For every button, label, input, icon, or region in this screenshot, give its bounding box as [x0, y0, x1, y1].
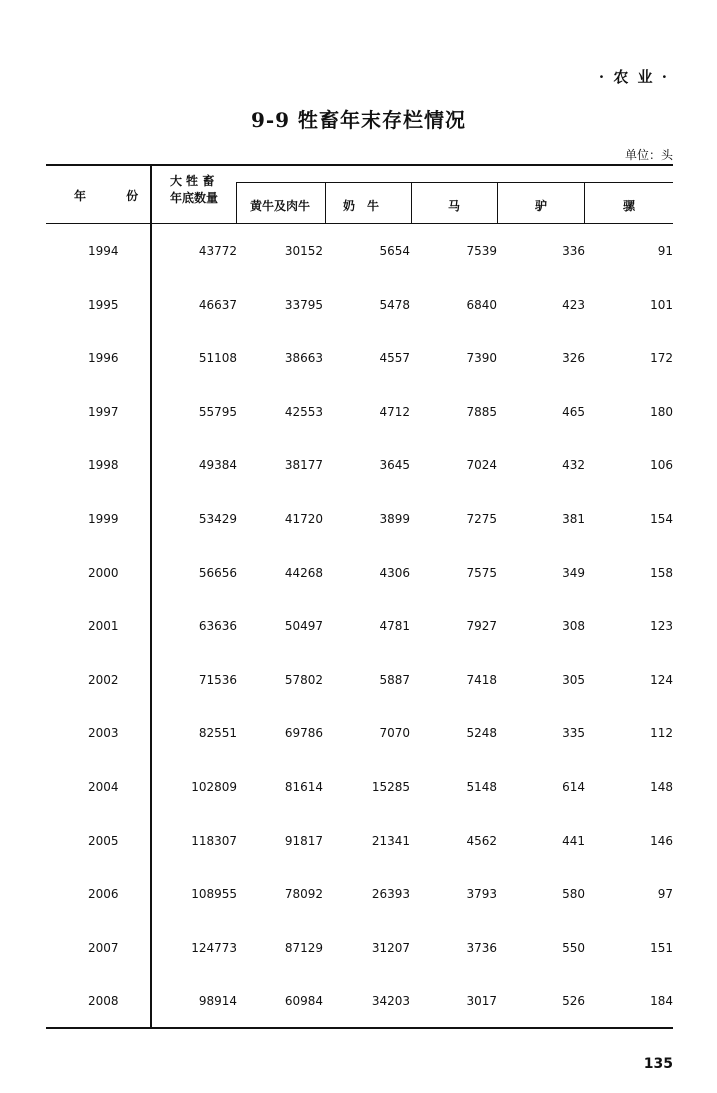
cell-mule: 154 [650, 512, 673, 526]
cell-total: 49384 [198, 458, 237, 473]
cell-beef: 33795 [284, 297, 323, 312]
cell-year: 2007 [88, 940, 119, 955]
table-row [0, 351, 717, 371]
cell-mule: 172 [650, 351, 673, 366]
cell-mule: 124 [650, 672, 673, 687]
cell-dairy: 5478 [379, 297, 410, 312]
table-bottom-rule [46, 1027, 673, 1029]
header-total [170, 173, 218, 207]
cell-donkey: 432 [562, 458, 585, 473]
cell-beef: 50497 [284, 619, 323, 634]
cell-dairy: 15285 [371, 780, 410, 794]
cell-beef: 30152 [284, 244, 323, 258]
cell-dairy: 5887 [379, 672, 410, 687]
cell-donkey: 326 [562, 351, 585, 366]
cell-year: 2008 [88, 994, 119, 1009]
cell-horse: 6840 [466, 297, 497, 312]
cell-dairy: 3645 [379, 458, 410, 473]
cell-year: 1995 [88, 297, 119, 312]
cell-total: 108955 [191, 887, 237, 902]
cell-dairy: 21341 [371, 833, 410, 848]
cell-mule: 184 [650, 994, 673, 1009]
header-horse: 马 [448, 199, 461, 213]
cell-donkey: 526 [562, 994, 585, 1009]
header-divider [584, 182, 585, 223]
cell-mule: 151 [650, 940, 673, 955]
cell-donkey: 335 [562, 726, 585, 741]
cell-total: 53429 [198, 512, 237, 526]
cell-horse: 7418 [466, 672, 497, 687]
cell-donkey: 308 [562, 619, 585, 634]
cell-donkey: 423 [562, 297, 585, 312]
header-divider [411, 182, 412, 223]
cell-mule: 148 [650, 780, 673, 794]
table-row [0, 834, 717, 854]
cell-donkey: 381 [562, 512, 585, 526]
cell-dairy: 4712 [379, 404, 410, 419]
cell-year: 2000 [88, 565, 119, 580]
cell-mule: 112 [650, 726, 673, 741]
cell-year: 2001 [88, 619, 119, 634]
table-row [0, 619, 717, 639]
cell-total: 63636 [198, 619, 237, 634]
cell-total: 46637 [198, 297, 237, 312]
cell-beef: 57802 [284, 672, 323, 687]
cell-mule: 180 [650, 404, 673, 419]
cell-horse: 5248 [466, 726, 497, 741]
cell-horse: 3017 [466, 994, 497, 1009]
cell-total: 56656 [198, 565, 237, 580]
page-number: 135 [643, 1056, 673, 1072]
cell-total: 71536 [198, 672, 237, 687]
cell-horse: 7275 [466, 512, 497, 526]
table-row [0, 512, 717, 532]
cell-year: 1999 [88, 512, 119, 526]
cell-dairy: 4781 [379, 619, 410, 634]
cell-mule: 158 [650, 565, 673, 580]
table-row [0, 994, 717, 1014]
cell-donkey: 441 [562, 833, 585, 848]
table-row [0, 405, 717, 425]
cell-horse: 7575 [466, 565, 497, 580]
cell-mule: 97 [657, 887, 673, 902]
cell-beef: 41720 [284, 512, 323, 526]
cell-donkey: 305 [562, 672, 585, 687]
cell-donkey: 336 [562, 244, 585, 258]
cell-donkey: 550 [562, 940, 585, 955]
cell-mule: 101 [650, 297, 673, 312]
cell-horse: 3736 [466, 940, 497, 955]
cell-year: 2006 [88, 887, 119, 902]
cell-horse: 7927 [466, 619, 497, 634]
cell-total: 82551 [198, 726, 237, 741]
cell-beef: 44268 [284, 565, 323, 580]
cell-dairy: 5654 [379, 244, 410, 258]
cell-beef: 38177 [284, 458, 323, 473]
cell-beef: 87129 [284, 940, 323, 955]
table-top-rule [46, 164, 673, 166]
cell-horse: 7024 [466, 458, 497, 473]
cell-dairy: 3899 [379, 512, 410, 526]
cell-donkey: 349 [562, 565, 585, 580]
header-dairy: 奶 牛 [343, 199, 380, 213]
cell-horse: 3793 [466, 887, 497, 902]
table-row [0, 887, 717, 907]
cell-horse: 7885 [466, 404, 497, 419]
cell-year: 2005 [88, 833, 119, 848]
cell-total: 118307 [191, 833, 237, 848]
cell-mule: 91 [657, 244, 673, 258]
cell-mule: 106 [650, 458, 673, 473]
cell-horse: 4562 [466, 833, 497, 848]
cell-horse: 7539 [466, 244, 497, 258]
cell-year: 1998 [88, 458, 119, 473]
table-row [0, 941, 717, 961]
cell-beef: 60984 [284, 994, 323, 1009]
running-head: · 农 业 · [598, 68, 669, 86]
table-row [0, 780, 717, 800]
header-bottom-rule [46, 223, 673, 224]
cell-year: 1996 [88, 351, 119, 366]
table-row [0, 458, 717, 478]
header-mule: 骡 [623, 199, 636, 213]
header-year: 年 份 [74, 189, 157, 203]
cell-donkey: 614 [562, 780, 585, 794]
cell-dairy: 26393 [371, 887, 410, 902]
cell-year: 2002 [88, 672, 119, 687]
table-row [0, 298, 717, 318]
table-row [0, 726, 717, 746]
cell-year: 1997 [88, 404, 119, 419]
cell-dairy: 7070 [379, 726, 410, 741]
cell-donkey: 580 [562, 887, 585, 902]
header-divider [325, 182, 326, 223]
cell-dairy: 4557 [379, 351, 410, 366]
cell-beef: 38663 [284, 351, 323, 366]
cell-year: 2004 [88, 780, 119, 794]
cell-total: 98914 [198, 994, 237, 1009]
cell-dairy: 31207 [371, 940, 410, 955]
table-title: 9-9 牲畜年末存栏情况 [250, 108, 467, 132]
header-total-line1: 大 牲 畜 [170, 174, 215, 188]
cell-beef: 42553 [284, 404, 323, 419]
cell-beef: 81614 [284, 780, 323, 794]
cell-beef: 91817 [284, 833, 323, 848]
table-row [0, 244, 717, 264]
cell-horse: 5148 [466, 780, 497, 794]
cell-total: 43772 [198, 244, 237, 258]
cell-year: 2003 [88, 726, 119, 741]
table-row [0, 673, 717, 693]
unit-label: 单位：头 [624, 148, 673, 162]
cell-mule: 123 [650, 619, 673, 634]
cell-total: 51108 [198, 351, 237, 366]
cell-total: 124773 [191, 940, 237, 955]
cell-total: 102809 [191, 780, 237, 794]
cell-dairy: 34203 [371, 994, 410, 1009]
cell-dairy: 4306 [379, 565, 410, 580]
cell-beef: 69786 [284, 726, 323, 741]
header-total-line2: 年底数量 [170, 191, 219, 205]
cell-donkey: 465 [562, 404, 585, 419]
cell-mule: 146 [650, 833, 673, 848]
cell-horse: 7390 [466, 351, 497, 366]
header-beef: 黄牛及肉牛 [250, 199, 311, 213]
cell-year: 1994 [88, 244, 119, 258]
header-divider [497, 182, 498, 223]
cell-beef: 78092 [284, 887, 323, 902]
table-row [0, 566, 717, 586]
header-donkey: 驴 [535, 199, 548, 213]
cell-total: 55795 [198, 404, 237, 419]
